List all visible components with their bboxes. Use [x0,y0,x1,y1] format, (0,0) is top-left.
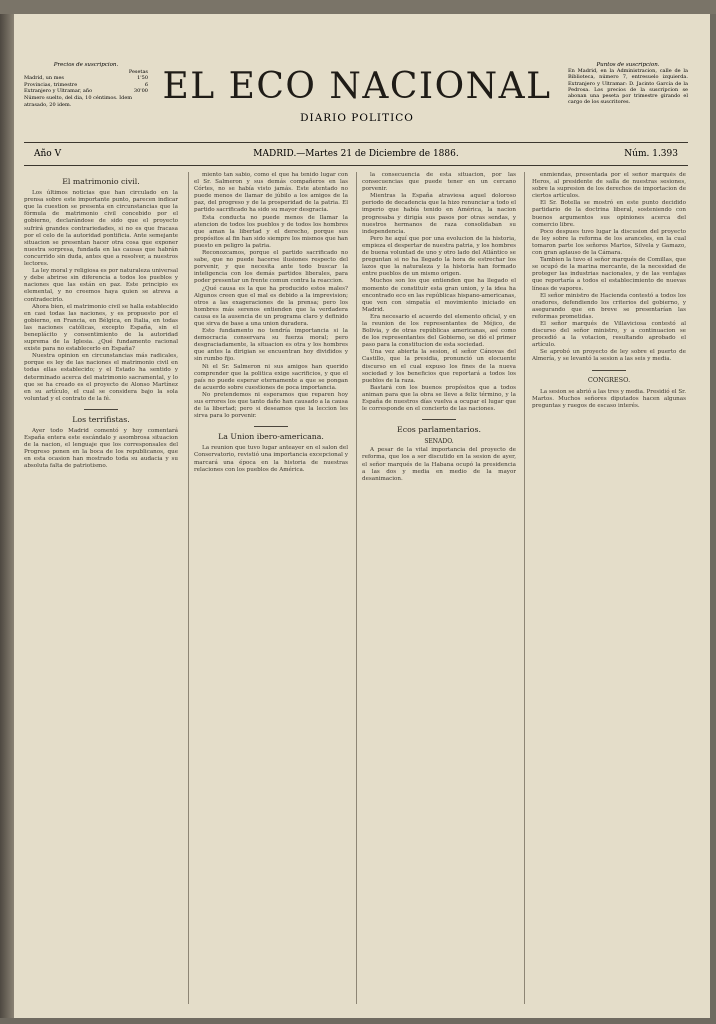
price-row: Extranjero y Ultramar, año 30'00 [24,88,148,95]
year-label: Año V [34,149,62,159]
column-rule [356,172,357,1004]
paragraph: ¿Qué causa es la que ha producido estos males? Algunos creen que el mal es debido a la imprevision; otros a las exageraciones de la prensa; pero los hombres más serenos entienden que la verdadera causa es la ausencia de un programa claro y definido que sirva de base a una union duradera. [194,285,348,327]
paragraph: La ley moral y religiosa es por naturaleza universal y debe abrirse sin diferencia a todos los pueblos y naciones que las están en paz. Este principio es elemental, y no creemos haya quien se atreva a contradecirlo. [24,268,178,303]
paragraph: Los últimos noticias que han circulado en la prensa sobre este importante punto, parecen indicar que la cuestion se presenta en circunstancias que la fórmula de matrimonio civil concebido por el gobierno, declarándose de sido que el proyecto sufrirá grandes contrariedades, si no es que fracasa por el celo de la autoridad pontificia. Ante semejante situacion se presentan hacer otra cosa que exponer nuestra sorpresa, fundada en las causas que habrán concurrido sin duda, antes que a resolver, a nuestros lectores. [24,190,178,268]
section-divider [254,426,288,427]
binding-gutter [0,14,14,1018]
article-heading: La Union ibero-americana. [218,432,324,442]
paragraph: Tambien la tuvo el señor marqués de Comillas, que se ocupó de la marina mercante, de la necesidad de proteger las industrias nacionales, y de las ventajas que reportaría a todos el establecimiento de nuevas líneas de vapores. [532,257,686,292]
subscription-prices-box [24,62,148,108]
paragraph: Pero he aquí que por una evolucion de la historia, empieza el despertar de nuestra patria, y los hombres de buena voluntad de uno y otro lado del Atlántico se preguntan si no ha llegado la hora de estrechar los lazos que la naturaleza y la historia han formado entre pueblos de un mismo origen. [362,235,516,278]
article-heading: Ecos parlamentarios. [397,425,481,435]
article-columns [24,172,688,1004]
paragraph: miento tan sabio, como el que ha tenido lugar con el Sr. Salmeron y sus demás compañeros en las Córtes, no se había visto jamás. Este atentado no puede menos de llamar de júbilo a los amigos de la paz, del progreso y de la prosperidad de la patria. El partido sacrificado ha sido su mayor desgracia. [194,172,348,214]
paragraph: El Sr. Botella se mostró en este punto decidido partidario de la doctrina liberal, sosteniendo con buenos argumentos sus opiniones acerca del comercio libre. [532,200,686,228]
paragraph: El señor marqués de Villaviciosa contestó al discurso del señor ministro, y a continuacion se procedió a la votacion, resultando aprobado el artículo. [532,320,686,349]
column-rule [524,172,525,1004]
paragraph: Bastará con los buenos propósitos que a todos animan para que la obra se lleve a feliz término, y la España de nuestros días vuelva a ocupar el lugar que le corresponde en el concierto de las naciones. [362,384,516,413]
paragraph: Esto fundamento no tendría importancia si la democracia conservara su fuerza moral; pero desgraciadamente, la situacion es otra y los hombres que antes la dirigian se encuentran hoy divididos y sin rumbo fijo. [194,328,348,363]
section-divider [84,409,118,410]
price-row: Provincias, trimestre 6 [24,81,148,88]
paragraph: Ni el Sr. Salmeron ni sus amigos han querido comprender que la politica exige sacrificios, y que el país no puede esperar eternamente a que se pongan de acuerdo sobre cuestiones de poca importancia. [194,363,348,391]
paragraph: Una vez abierta la sesion, el señor Cánovas del Castillo, que la presidia, pronunció un elocuente discurso en el cual expuso los fines de la nueva sociedad y los beneficios que reportará a todos los pueblos de la raza. [362,349,516,384]
column-2 [194,172,348,1004]
paragraph: Poco despues tuvo lugar la discusion del proyecto de ley sobre la reforma de los aranceles, en la cual tomaron parte los señores Martos, Silvela y Gamazo, con gran aplauso de la Cámara. [532,228,686,257]
paragraph: Esta conducta no puede menos de llamar la atencion de todos los pueblos y de todos los hombres que aman la libertad y el derecho, porque sus propósitos al fin han sido siempre los mismos que han puesto en peligro la patria. [194,214,348,249]
paragraph: Ayer todo Madrid comentó y hoy comentará España entera este escándalo y asombrosa situacion de la nacion, el lenguaje que los corresponsales del Progreso ponen en la boca de los republicanos, que en esta ocasion han mostrado toda su audacia y su absoluta falta de patriotismo. [24,428,178,470]
paragraph: Muchos son los que entienden que ha llegado el momento de constituir esta gran union, y la idea ha encontrado eco en las repúblicas hispano-americanas, que ven con simpatía el movimiento iniciado en Madrid. [362,278,516,313]
article-heading: CONGRESO. [587,375,631,384]
paragraph: Reconozcamos, porque el partido sacrificado no sabe, que no puede hacerse ilusiones respecto del porvenir, y que necesita ante todo buscar la inteligencia con los demás partidos liberales, para poder presentar un frente comun contra la reaccion. [194,250,348,285]
paragraph: A pesar de la vital importancia del proyecto de reforma, que los a ser discutido en la sesion de ayer, el señor marqués de la Habana ocupó la presidencia a las dos y media en medio de la mayor desanimacion. [362,447,516,482]
paragraph: La sesion se abrió a las tres y media. Presidió el Sr. Martos. Muchos señores diputados hacen algunas preguntas y ruegos de escaso interés. [532,388,686,409]
column-1 [24,172,178,1004]
section-divider [422,419,456,420]
paragraph: Nuestra opinion en circunstancias más radicales, porque es ley de las naciones el matrimonio civil en todas ellas establecido; y el Estado ha sentido y determinado acerca del matrimonio sacramental, y lo que se ha creado es el proyecto de Alonso Martínez en su artículo, el cual se considera bajo la sola voluntad y el contrato de la fé. [24,353,178,402]
section-divider [592,370,626,371]
section-subheading: SENADO. [424,438,454,446]
points-heading: Puntos de suscripcion. [596,62,660,68]
paragraph: Se aprobó un proyecto de ley sobre el puerto de Almería, y se levantó la sesion a las seis y media. [532,349,686,363]
issue-number: Núm. 1.393 [624,149,678,159]
article-heading: Los terrifistas. [72,414,130,424]
paragraph: la consecuencia de esta situacion, por las consecuencias que puede tener en un cercano porvenir. [362,172,516,193]
subscription-note: Número suelto, del dia, 10 céntimos. Idem atrasado, 20 idem. [24,94,133,108]
page-top-edge [0,0,716,14]
points-text: En Madrid, en la Administracion, calle de la Biblioteca, número 7, entresuelo izquierda. Extranjero y Ultramar: D. Jacinto García de la Pedrosa. Los precios de la suscripcion se abonan una peseta por trimestre girando el cargo de los suscritores. [568,68,688,106]
paragraph: El señor ministro de Hacienda contestó a todos los oradores, defendiendo los criterios del gobierno, y asegurando que en breve se presentarían las reformas prometidas. [532,292,686,320]
column-rule [188,172,189,1004]
paragraph: La reunion que tuvo lugar anteayer en el salon del Conservatorio, revistió una importancia excepcional y marcará una época en la historia de nuestras relaciones con los pueblos de América. [194,445,348,473]
column-4 [532,172,686,1004]
paragraph: enmiendas, presentada por el señor marqués de Heros, al presidente de salla de nuestras sesiones, sobre la supresion de los derechos de importacion de ciertos artículos. [532,172,686,200]
dateline-bar [24,142,688,166]
masthead [24,52,688,144]
price-row: Madrid, un mes 1'50 [24,75,148,82]
subscription-points-box [568,62,688,105]
date-text: MADRID.—Martes 21 de Diciembre de 1886. [253,149,459,159]
subscription-header-row: Pesetas [128,68,148,75]
column-3 [362,172,516,1004]
newspaper-title: EL ECO NACIONAL [162,66,552,107]
article-heading: El matrimonio civil. [62,177,140,186]
newspaper-subtitle: DIARIO POLITICO [300,112,414,124]
subscription-heading: Precios de suscripcion. [53,62,119,68]
paragraph: No pretendemos ni esperamos que reparen hoy sus errores los que tanto daño han causado a la causa de la libertad; pero si deseamos que la leccion les sirva para lo porvenir. [194,391,348,420]
paragraph: Ahora bien, el matrimonio civil se halla establecido en casi todas las naciones, y es propuesto por el gobierno, en Francia, en Bélgica, en Italia, en todas las naciones católicas, excepto España, sin el beneplácito y consentimiento de la autoridad suprema de la Iglesia. ¿Qué fundamento racional existe para no establecerlo en España? [24,303,178,353]
paragraph: Era necesario el acuerdo del elemento oficial, y en la reunion de los representantes de Méjico, de Bolivia, y de otras repúblicas americanas, así como de los representantes del Gobierno, se dió el primer paso para la constitucion de esta sociedad. [362,313,516,349]
paragraph: Mientras la España atraviesa aquel doloroso periodo de decadencia que la hizo renunciar a todo el imperio que había tenido en América, la nacion progresaba y dirigía sus pasos por otras sendas, y nuestros hermanos de raza consolidaban su independencia. [362,193,516,235]
